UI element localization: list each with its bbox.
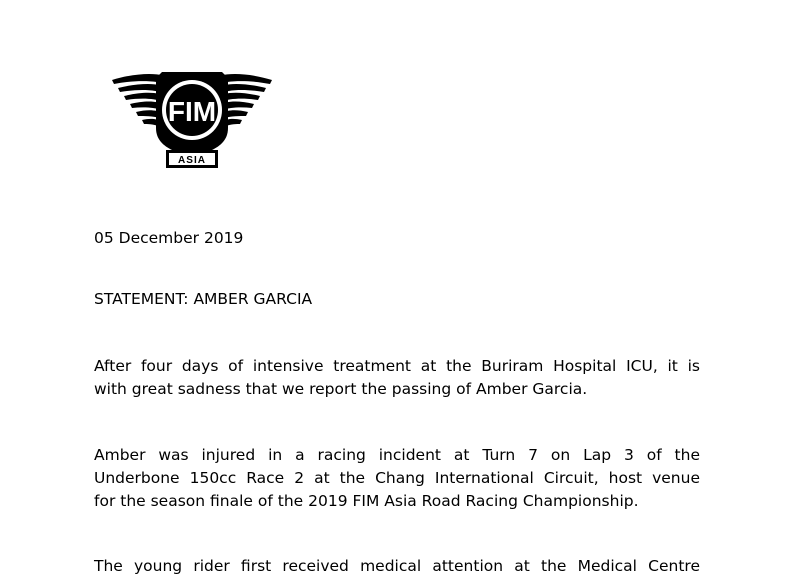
logo-fim-text: FIM	[167, 96, 217, 127]
logo-asia-text: ASIA	[178, 155, 206, 166]
fim-asia-logo	[108, 66, 276, 172]
statement-heading: STATEMENT: AMBER GARCIA	[94, 290, 313, 308]
paragraph-line: with great sadness that we report the passing of Amber Garcia.	[94, 380, 588, 398]
paragraph-1	[94, 355, 700, 401]
statement-date: 05 December 2019	[94, 229, 244, 247]
paragraph-line: The young rider first received medical attention at the Medical Centre	[94, 557, 700, 575]
paragraph-2	[94, 444, 700, 513]
paragraph-line: for the season finale of the 2019 FIM Asia Road Racing Championship.	[94, 492, 639, 510]
paragraph-line: After four days of intensive treatment at the Buriram Hospital ICU, it is	[94, 357, 700, 375]
paragraph-3	[94, 555, 700, 578]
paragraph-line: Underbone 150cc Race 2 at the Chang International Circuit, host venue	[94, 469, 700, 487]
paragraph-line: Amber was injured in a racing incident at Turn 7 on Lap 3 of the	[94, 446, 700, 464]
